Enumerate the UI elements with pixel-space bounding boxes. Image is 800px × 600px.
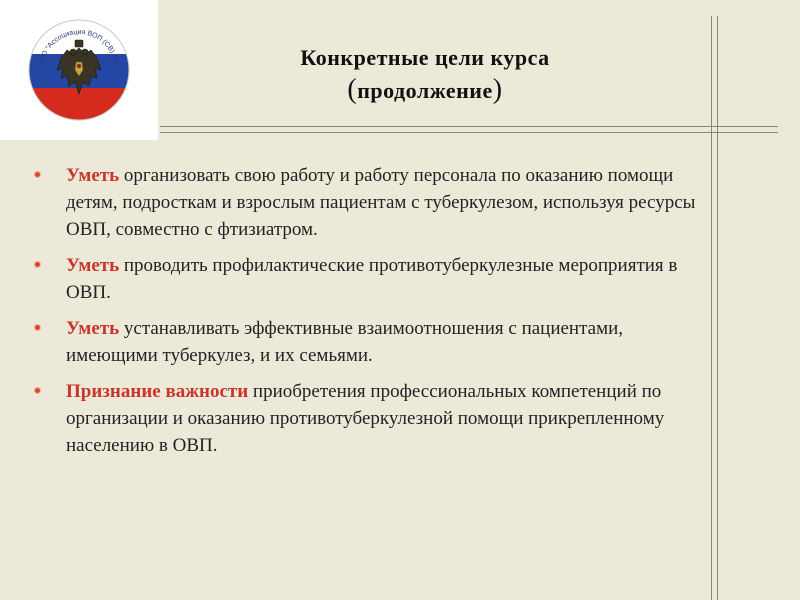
bullet-list bbox=[32, 162, 704, 468]
title-subtitle: продолжение bbox=[357, 78, 493, 103]
svg-text:ООО "Ассоциация ВОП (СВ) РФ": ООО "Ассоциация ВОП (СВ) РФ" bbox=[38, 28, 120, 68]
title-paren-open: ( bbox=[347, 74, 358, 105]
title-line-2 bbox=[160, 74, 690, 107]
logo bbox=[0, 0, 158, 140]
slide-title bbox=[160, 42, 690, 107]
bullet-keyword: Уметь bbox=[66, 318, 120, 339]
bullet-text: проводить профилактические противотуберкулезные мероприятия в ОВП. bbox=[66, 255, 678, 303]
bullet-text: организовать свою работу и работу персонала по оказанию помощи детям, подросткам и взрослым пациентам с туберкулезом, используя ресурсы ОВП, совместно с фтизиатром. bbox=[66, 165, 696, 240]
bullet-keyword: Уметь bbox=[66, 165, 120, 186]
list-item bbox=[32, 162, 704, 243]
list-item bbox=[32, 252, 704, 306]
bullet-icon bbox=[34, 324, 41, 331]
title-line-1: Конкретные цели курса bbox=[300, 45, 550, 70]
bullet-icon bbox=[34, 171, 41, 178]
bullet-text: устанавливать эффективные взаимоотношения с пациентами, имеющими туберкулез, и их семьями. bbox=[66, 318, 624, 366]
association-emblem-icon bbox=[27, 18, 131, 122]
divider-horizontal-1 bbox=[160, 126, 778, 127]
divider-horizontal-2 bbox=[160, 132, 778, 133]
bullet-keyword: Признание важности bbox=[66, 381, 249, 402]
divider-vertical-2 bbox=[717, 16, 718, 600]
divider-vertical-1 bbox=[711, 16, 712, 600]
list-item bbox=[32, 378, 704, 459]
bullet-text: приобретения профессиональных компетенций по организации и оказанию противотуберкулезной помощи прикрепленному населению в ОВП. bbox=[66, 381, 665, 456]
title-paren-close: ) bbox=[492, 74, 503, 105]
bullet-keyword: Уметь bbox=[66, 255, 120, 276]
bullet-icon bbox=[34, 261, 41, 268]
list-item bbox=[32, 315, 704, 369]
bullet-icon bbox=[34, 387, 41, 394]
